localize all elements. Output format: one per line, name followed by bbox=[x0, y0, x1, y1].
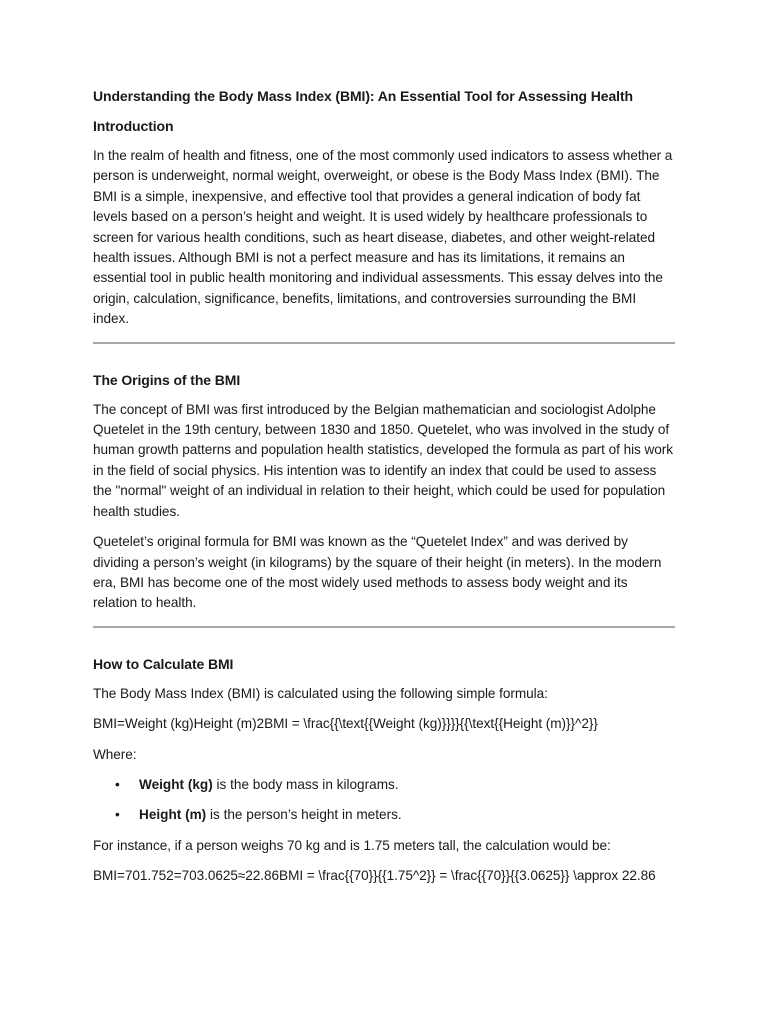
document-title: Understanding the Body Mass Index (BMI): An Essential Tool for Assessing Health bbox=[93, 88, 633, 104]
bmi-formula: BMI=Weight (kg)Height (m)2BMI = \frac{{\text{{Weight (kg)}}}}{{\text{{Height (m)}}^2}} bbox=[93, 716, 598, 732]
list-item bbox=[115, 775, 675, 795]
section-divider bbox=[93, 626, 675, 628]
section-heading-origins: The Origins of the BMI bbox=[93, 371, 241, 388]
definition-text: is the person’s height in meters. bbox=[206, 807, 402, 823]
example-formula: BMI=701.752=703.0625≈22.86BMI = \frac{{70}}{{1.75^2}} = \frac{{70}}{{3.0625}} \approx 22.86 bbox=[93, 868, 656, 884]
origins-paragraph-1: The concept of BMI was first introduced by the Belgian mathematician and sociologist Adolphe Quetelet in the 19th century, between 1830 and 1850. Quetelet, who was involved in the study of human growth patterns and population health statistics, developed the formula as part of his work in the field of social physics. His intention was to identify an index that could be used to assess the "normal" weight of an individual in relation to their height, which could be used for population health studies. bbox=[93, 401, 674, 519]
section-heading-introduction: Introduction bbox=[93, 118, 174, 134]
definition-text: is the body mass in kilograms. bbox=[212, 776, 399, 792]
definition-term: Weight (kg) bbox=[139, 776, 213, 792]
section-divider bbox=[93, 342, 675, 344]
document-page bbox=[93, 84, 675, 897]
where-label: Where: bbox=[93, 746, 137, 762]
definition-term: Height (m) bbox=[139, 807, 207, 823]
list-item bbox=[115, 805, 675, 825]
bullet-icon: • bbox=[115, 807, 120, 823]
origins-paragraph-2: Quetelet’s original formula for BMI was known as the “Quetelet Index” and was derived by dividing a person’s weight (in kilograms) by the square of their height (in meters). In the modern era, BMI has become one of the most widely used methods to assess body weight and its relation to health. bbox=[93, 534, 662, 611]
definition-list bbox=[93, 775, 675, 826]
example-paragraph: For instance, if a person weighs 70 kg and is 1.75 meters tall, the calculation would be: bbox=[93, 837, 611, 853]
intro-paragraph: In the realm of health and fitness, one of the most commonly used indicators to assess whether a person is underweight, normal weight, overweight, or obese is the Body Mass Index (BMI). The BMI is a simple, inexpensive, and effective tool that provides a general indication of body fat levels based on a person’s height and weight. It is used widely by healthcare professionals to screen for various health conditions, such as heart disease, diabetes, and other weight-related health issues. Although BMI is not a perfect measure and has its limitations, it remains an essential tool in public health monitoring and individual assessments. This essay delves into the origin, calculation, significance, benefits, limitations, and controversies surrounding the BMI index. bbox=[93, 148, 673, 327]
bullet-icon: • bbox=[115, 776, 120, 792]
section-heading-calculate: How to Calculate BMI bbox=[93, 655, 234, 672]
calculate-paragraph: The Body Mass Index (BMI) is calculated using the following simple formula: bbox=[93, 685, 548, 701]
